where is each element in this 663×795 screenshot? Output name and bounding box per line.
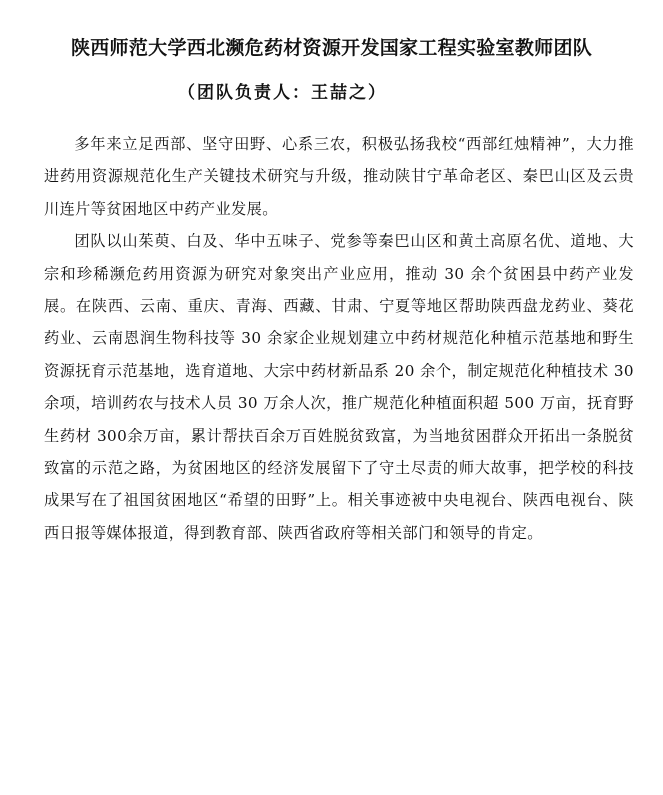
paragraph-achievements: 团队以山茱萸、白及、华中五味子、党参等秦巴山区和黄土高原名优、道地、大宗和珍稀濒危药用资源为研究对象突出产业应用，推动 30 余个贫困县中药产业发展。在陕西、云南、重庆、青海、西藏、甘肃、宁夏等地区帮助陕西盘龙药业、葵花药业、云南恩润生物科技等 30 余家企业规划建立中药材规范化种植示范基地和野生资源抚育示范基地，选育道地、大宗中药材新品系 20 余个，制定规范化种植技术 30 余项，培训药农与技术人员 30 万余人次，推广规范化种植面积超 500 万亩，抚育野生药材 300余万亩，累计帮扶百余万百姓脱贫致富，为当地贫困群众开拓出一条脱贫致富的示范之路，为贫困地区的经济发展留下了守土尽责的师大故事，把学校的科技成果写在了祖国贫困地区“希望的田野”上。相关事迹被中央电视台、陕西电视台、陕西日报等媒体报道，得到教育部、陕西省政府等相关部门和领导的肯定。: [44, 232, 634, 542]
paragraph-intro: 多年来立足西部、坚守田野、心系三农，积极弘扬我校“西部红烛精神”，大力推进药用资源规范化生产关键技术研究与升级，推动陕甘宁革命老区、秦巴山区及云贵川连片等贫困地区中药产业发展。: [44, 135, 634, 218]
document-body: [44, 128, 634, 549]
team-leader-subtitle: （团队负责人：王喆之）: [178, 83, 387, 103]
document-title: 陕西师范大学西北濒危药材资源开发国家工程实验室教师团队: [70, 37, 593, 59]
